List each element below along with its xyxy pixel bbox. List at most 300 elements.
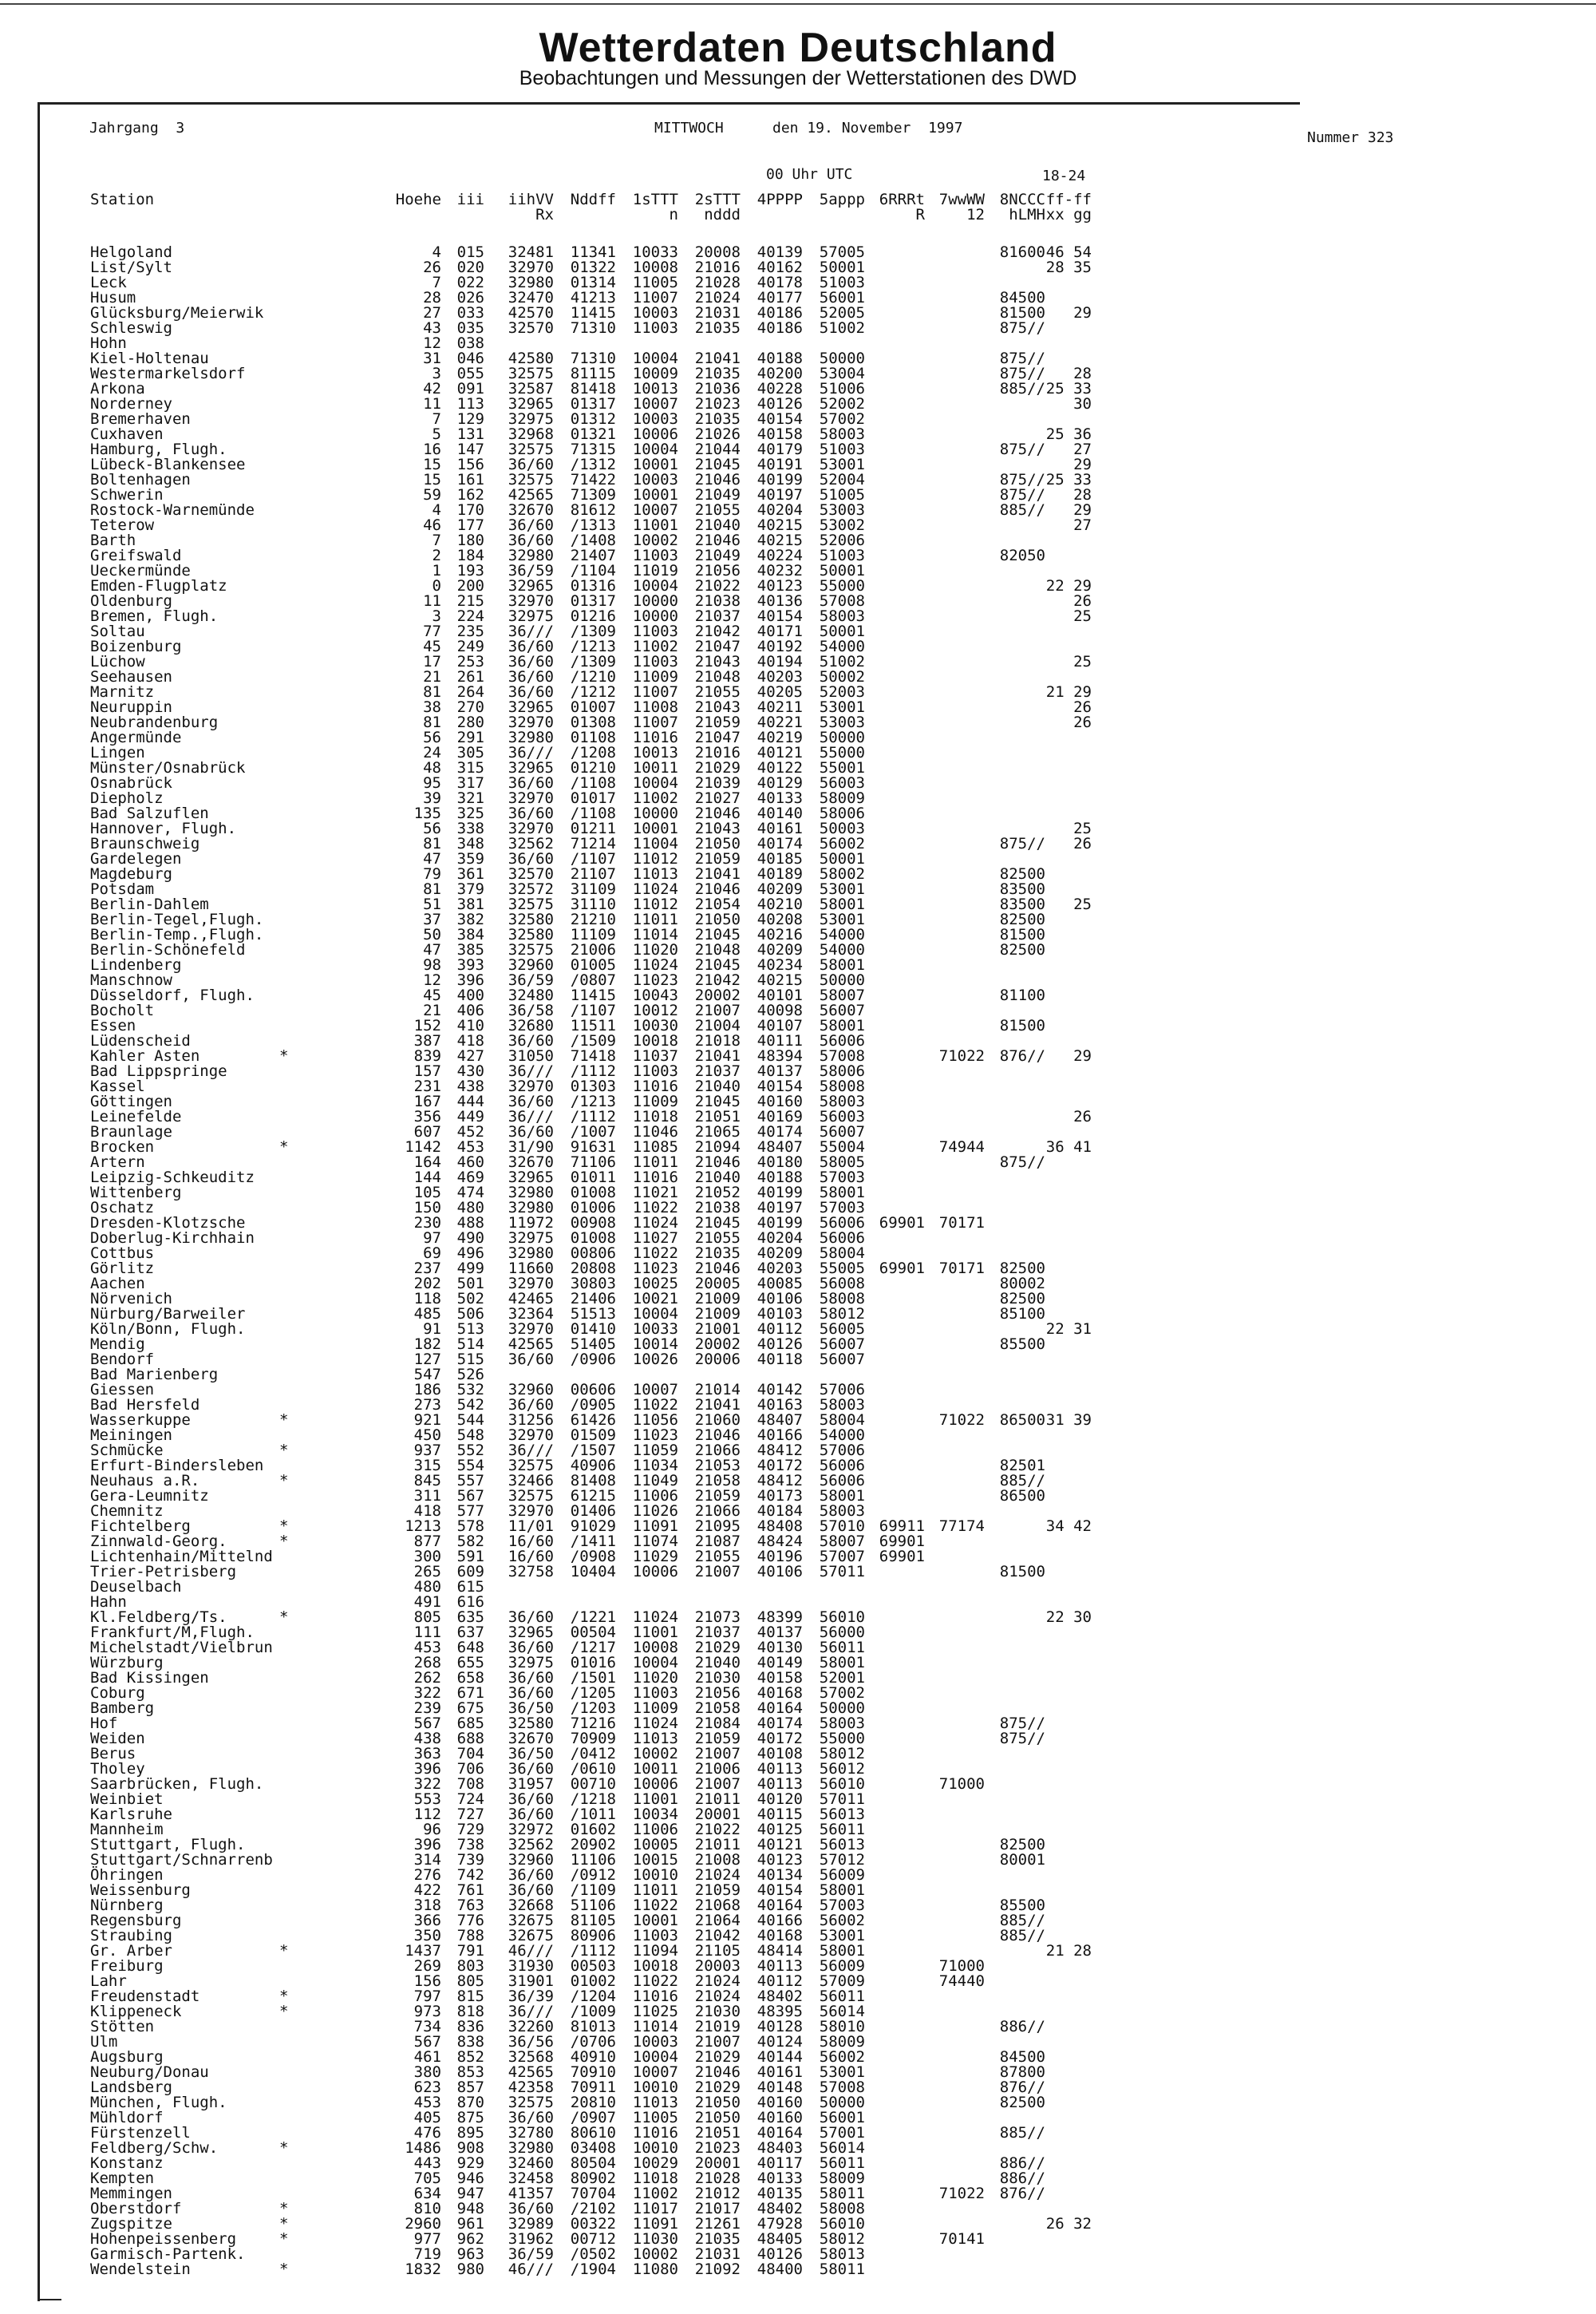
cell-hoehe: 47 bbox=[423, 941, 441, 959]
cell-ff-ff bbox=[1045, 1868, 1092, 1883]
cell-4pppp: 40192 bbox=[757, 638, 803, 655]
station-cell bbox=[0, 1853, 395, 1868]
cell-nddff: 01108 bbox=[570, 729, 616, 746]
cell-hoehe: 2 bbox=[432, 547, 441, 564]
cell-5appp: 56009 bbox=[819, 1866, 865, 1884]
station-name: Magdeburg bbox=[90, 865, 172, 883]
station-name: München, Flugh. bbox=[90, 2094, 227, 2111]
cell-iii: 947 bbox=[456, 2185, 484, 2202]
cell-nddff: 71214 bbox=[570, 835, 616, 852]
cell-iihvv: 32975 bbox=[508, 410, 554, 428]
cell-nddff: 81105 bbox=[570, 1912, 616, 1929]
cell-iii: 321 bbox=[456, 789, 484, 807]
cell-7wwww bbox=[925, 761, 985, 776]
cell-7wwww: 71022 bbox=[938, 2185, 985, 2202]
cell-5appp: 50001 bbox=[819, 850, 865, 868]
cell-8nccc: 80002 bbox=[999, 1275, 1045, 1292]
cell-iihvv: 32970 bbox=[508, 259, 554, 276]
cell-6rrrt bbox=[865, 1640, 925, 1655]
cell-4pppp: 40209 bbox=[757, 1244, 803, 1262]
cell-2sttt: 21041 bbox=[694, 1047, 741, 1065]
cell-iihvv: 32970 bbox=[508, 789, 554, 807]
cell-2sttt: 21045 bbox=[694, 1214, 741, 1232]
cell-hoehe: 81 bbox=[423, 683, 441, 701]
cell-nddff: 41213 bbox=[570, 289, 616, 307]
cell-5appp: 56003 bbox=[819, 1108, 865, 1125]
station-name: Barth bbox=[90, 532, 136, 549]
station-cell bbox=[0, 776, 395, 791]
cell-8nccc bbox=[985, 260, 1045, 275]
cell-8nccc bbox=[985, 1640, 1045, 1655]
cell-6rrrt bbox=[865, 1489, 925, 1504]
cell-1sttt: 11023 bbox=[632, 1260, 678, 1277]
cell-2sttt: 21024 bbox=[694, 1988, 741, 2005]
cell-hoehe: 7 bbox=[432, 274, 441, 291]
station-name: Lahr bbox=[90, 1972, 127, 1990]
station-cell bbox=[0, 2065, 395, 2080]
cell-8nccc bbox=[985, 806, 1045, 821]
cell-ff-ff bbox=[1045, 624, 1092, 639]
cell-hoehe: 269 bbox=[413, 1957, 441, 1975]
cell-8nccc bbox=[985, 2201, 1045, 2217]
cell-iihvv: 32562 bbox=[508, 1836, 554, 1853]
cell-4pppp: 40112 bbox=[757, 1320, 803, 1338]
station-cell bbox=[0, 1398, 395, 1413]
cell-6rrrt bbox=[865, 2171, 925, 2186]
cell-nddff: 00806 bbox=[570, 1244, 616, 1262]
station-cell bbox=[0, 2095, 395, 2110]
cell-5appp: 52003 bbox=[819, 683, 865, 701]
cell-7wwww: 74944 bbox=[938, 1138, 985, 1156]
cell-nddff: /1011 bbox=[570, 1806, 616, 1823]
cell-4pppp: 48424 bbox=[757, 1533, 803, 1550]
cell-iii: 763 bbox=[456, 1897, 484, 1914]
cell-iihvv: 32960 bbox=[508, 1381, 554, 1398]
cell-6rrrt bbox=[865, 2019, 925, 2035]
cell-4pppp: 40210 bbox=[757, 896, 803, 913]
cell-7wwww bbox=[925, 1155, 985, 1170]
cell-iihvv: 36/60 bbox=[508, 850, 554, 868]
cell-7wwww bbox=[925, 2141, 985, 2156]
station-cell bbox=[0, 958, 395, 973]
cell-2sttt: 20002 bbox=[694, 1335, 741, 1353]
station-name: Glücksburg/Meierwik bbox=[90, 304, 264, 322]
station-name: Regensburg bbox=[90, 1912, 182, 1929]
cell-7wwww bbox=[925, 730, 985, 746]
station-cell bbox=[0, 1564, 395, 1580]
station-name: Tholey bbox=[90, 1760, 145, 1778]
cell-2sttt: 21059 bbox=[694, 1487, 741, 1505]
cell-iii: 671 bbox=[456, 1684, 484, 1702]
cell-iii: 381 bbox=[456, 896, 484, 913]
cell-4pppp: 40133 bbox=[757, 789, 803, 807]
cell-5appp: 57011 bbox=[819, 1563, 865, 1580]
cell-iihvv: 32970 bbox=[508, 1320, 554, 1338]
cell-iihvv: 32460 bbox=[508, 2154, 554, 2172]
cell-1sttt: 10003 bbox=[632, 2033, 678, 2051]
cell-4pppp: 40137 bbox=[757, 1062, 803, 1080]
cell-iii: 552 bbox=[456, 1442, 484, 1459]
cell-iii: 870 bbox=[456, 2094, 484, 2111]
cell-nddff: /1109 bbox=[570, 1881, 616, 1899]
cell-iihvv: 36/60 bbox=[508, 1866, 554, 1884]
cell-4pppp: 40160 bbox=[757, 2109, 803, 2126]
cell-iii: 875 bbox=[456, 2109, 484, 2126]
col2-nddff bbox=[554, 208, 616, 223]
cell-6rrrt bbox=[865, 1928, 925, 1944]
cell-iii: 980 bbox=[456, 2261, 484, 2278]
cell-5appp: 58008 bbox=[819, 2200, 865, 2217]
cell-7wwww bbox=[925, 351, 985, 366]
cell-1sttt: 11030 bbox=[632, 2230, 678, 2248]
cell-iihvv: 42565 bbox=[508, 486, 554, 504]
cell-ff-ff bbox=[1045, 1216, 1092, 1231]
cell-5appp: 50000 bbox=[819, 971, 865, 989]
cell-2sttt: 21007 bbox=[694, 1563, 741, 1580]
cell-2sttt: 20008 bbox=[694, 243, 741, 261]
cell-2sttt: 21004 bbox=[694, 1017, 741, 1034]
cell-hoehe: 322 bbox=[413, 1684, 441, 1702]
cell-2sttt: 21046 bbox=[694, 532, 741, 549]
cell-7wwww: 71000 bbox=[938, 1775, 985, 1793]
cell-nddff: 71315 bbox=[570, 441, 616, 458]
cell-4pppp: 48399 bbox=[757, 1608, 803, 1626]
cell-iii: 020 bbox=[456, 259, 484, 276]
station-name: Kempten bbox=[90, 2170, 155, 2187]
cell-iihvv: 36/60 bbox=[508, 1881, 554, 1899]
cell-2sttt: 21035 bbox=[694, 365, 741, 382]
cell-8nccc: 81600 bbox=[999, 243, 1045, 261]
cell-hoehe: 1437 bbox=[405, 1942, 441, 1960]
col2-iii bbox=[441, 208, 484, 223]
station-name: Weiden bbox=[90, 1730, 145, 1747]
station-name: Nürnberg bbox=[90, 1897, 164, 1914]
cell-iii: 818 bbox=[456, 2003, 484, 2020]
cell-iii: 515 bbox=[456, 1351, 484, 1368]
cell-ff-ff: 21 29 bbox=[1045, 683, 1092, 701]
cell-nddff: 80902 bbox=[570, 2170, 616, 2187]
station-cell bbox=[0, 639, 395, 655]
cell-nddff: 01410 bbox=[570, 1320, 616, 1338]
cell-7wwww bbox=[925, 1746, 985, 1762]
cell-2sttt: 21035 bbox=[694, 319, 741, 337]
cell-4pppp: 40129 bbox=[757, 774, 803, 792]
col-iihvv: iihVV bbox=[508, 191, 554, 208]
cell-2sttt: 21016 bbox=[694, 259, 741, 276]
station-name: Klippeneck bbox=[90, 2003, 182, 2020]
cell-5appp: 56013 bbox=[819, 1806, 865, 1823]
cell-8nccc: 885// bbox=[999, 1912, 1045, 1929]
col2-12: 12 bbox=[966, 206, 985, 223]
cell-1sttt: 11013 bbox=[632, 2094, 678, 2111]
col2-hoehe bbox=[395, 208, 441, 223]
station-name: Berlin-Tegel,Flugh. bbox=[90, 911, 264, 928]
station-cell bbox=[0, 245, 395, 260]
cell-8nccc bbox=[985, 1595, 1045, 1610]
cell-4pppp: 40118 bbox=[757, 1351, 803, 1368]
cell-iii: 675 bbox=[456, 1699, 484, 1717]
cell-iihvv: 32965 bbox=[508, 1169, 554, 1186]
station-cell bbox=[0, 2035, 395, 2050]
cell-2sttt: 21045 bbox=[694, 456, 741, 473]
station-cell bbox=[0, 412, 395, 427]
cell-5appp: 56003 bbox=[819, 774, 865, 792]
cell-iihvv: 36/60 bbox=[508, 2109, 554, 2126]
cell-hoehe: 157 bbox=[413, 1062, 441, 1080]
cell-iii: 291 bbox=[456, 729, 484, 746]
station-name: Gr. Arber bbox=[90, 1942, 172, 1960]
cell-4pppp: 40154 bbox=[757, 607, 803, 625]
cell-nddff: /1108 bbox=[570, 805, 616, 822]
cell-nddff: /1107 bbox=[570, 850, 616, 868]
cell-4pppp: 40115 bbox=[757, 1806, 803, 1823]
cell-8nccc bbox=[985, 1231, 1045, 1246]
cell-1sttt: 11046 bbox=[632, 1123, 678, 1141]
cell-5appp: 56001 bbox=[819, 289, 865, 307]
cell-nddff: 01002 bbox=[570, 1972, 616, 1990]
station-name: Oldenburg bbox=[90, 592, 172, 610]
cell-hoehe: 167 bbox=[413, 1093, 441, 1110]
cell-4pppp: 40121 bbox=[757, 744, 803, 761]
cell-nddff: 51405 bbox=[570, 1335, 616, 1353]
cell-4pppp: 40169 bbox=[757, 1108, 803, 1125]
cell-iihvv: 36/58 bbox=[508, 1002, 554, 1019]
cell-2sttt: 21012 bbox=[694, 2185, 741, 2202]
cell-6rrrt bbox=[865, 1382, 925, 1398]
cell-iii: 803 bbox=[456, 1957, 484, 1975]
cell-nddff: /1007 bbox=[570, 1123, 616, 1141]
cell-4pppp: 40189 bbox=[757, 865, 803, 883]
cell-5appp bbox=[803, 1580, 865, 1595]
cell-5appp: 58012 bbox=[819, 2230, 865, 2248]
cell-2sttt: 21092 bbox=[694, 2261, 741, 2278]
cell-iii: 224 bbox=[456, 607, 484, 625]
cell-iii: 501 bbox=[456, 1275, 484, 1292]
cell-5appp: 57006 bbox=[819, 1442, 865, 1459]
cell-iii: 438 bbox=[456, 1078, 484, 1095]
cell-iihvv: 36/60 bbox=[508, 1608, 554, 1626]
col-iii: iii bbox=[456, 191, 484, 208]
cell-nddff: 00503 bbox=[570, 1957, 616, 1975]
cell-4pppp: 40164 bbox=[757, 2124, 803, 2142]
cell-2sttt: 21055 bbox=[694, 501, 741, 519]
cell-nddff: 91631 bbox=[570, 1138, 616, 1156]
cell-1sttt: 11008 bbox=[632, 698, 678, 716]
cell-iii: 948 bbox=[456, 2200, 484, 2217]
cell-7wwww bbox=[925, 639, 985, 655]
cell-7wwww bbox=[925, 1019, 985, 1034]
cell-iihvv: 42580 bbox=[508, 350, 554, 367]
cell-8nccc bbox=[985, 1110, 1045, 1125]
cell-2sttt: 21094 bbox=[694, 1138, 741, 1156]
cell-iihvv: 36/// bbox=[508, 623, 554, 640]
cell-iihvv: 32970 bbox=[508, 1502, 554, 1520]
cell-6rrrt bbox=[865, 867, 925, 882]
station-cell bbox=[0, 1944, 395, 1959]
cell-ff-ff: 31 39 bbox=[1045, 1411, 1092, 1429]
cell-5appp: 56002 bbox=[819, 835, 865, 852]
col-1sttt: 1sTTT bbox=[632, 191, 678, 208]
cell-2sttt: 21042 bbox=[694, 971, 741, 989]
cell-1sttt: 10001 bbox=[632, 820, 678, 837]
cell-6rrrt bbox=[865, 1276, 925, 1291]
cell-8nccc bbox=[985, 2247, 1045, 2262]
station-cell bbox=[0, 943, 395, 958]
cell-4pppp: 40196 bbox=[757, 1548, 803, 1565]
cell-iihvv: 32975 bbox=[508, 1229, 554, 1247]
cell-nddff: 11109 bbox=[570, 926, 616, 943]
cell-iihvv: 32970 bbox=[508, 1275, 554, 1292]
station-name: Cottbus bbox=[90, 1244, 155, 1262]
cell-2sttt: 21050 bbox=[694, 2094, 741, 2111]
cell-nddff: 80610 bbox=[570, 2124, 616, 2142]
cell-nddff: /1411 bbox=[570, 1533, 616, 1550]
cell-7wwww bbox=[925, 2095, 985, 2110]
station-name: Saarbrücken, Flugh. bbox=[90, 1775, 264, 1793]
cell-8nccc: 85100 bbox=[999, 1305, 1045, 1323]
cell-ff-ff bbox=[1045, 533, 1092, 548]
cell-iii: 506 bbox=[456, 1305, 484, 1323]
cell-2sttt: 21014 bbox=[694, 1381, 741, 1398]
col-ff: ff-ff bbox=[1045, 191, 1092, 208]
cell-4pppp: 40197 bbox=[757, 1199, 803, 1216]
cell-6rrrt: 69901 bbox=[879, 1548, 925, 1565]
cell-6rrrt bbox=[865, 260, 925, 275]
cell-8nccc: 885// bbox=[999, 2124, 1045, 2142]
cell-4pppp: 40221 bbox=[757, 714, 803, 731]
station-cell bbox=[0, 2171, 395, 2186]
cell-2sttt: 21038 bbox=[694, 1199, 741, 1216]
cell-ff-ff bbox=[1045, 1170, 1092, 1185]
cell-iii: 706 bbox=[456, 1760, 484, 1778]
column-headers bbox=[0, 192, 1092, 223]
cell-5appp: 53001 bbox=[819, 698, 865, 716]
cell-7wwww bbox=[925, 897, 985, 912]
cell-iii: 616 bbox=[456, 1593, 484, 1611]
cell-1sttt: 11007 bbox=[632, 289, 678, 307]
cell-nddff: 21406 bbox=[570, 1290, 616, 1307]
cell-5appp: 52005 bbox=[819, 304, 865, 322]
cell-2sttt: 21046 bbox=[694, 880, 741, 898]
cell-hoehe: 356 bbox=[413, 1108, 441, 1125]
cell-7wwww bbox=[925, 700, 985, 715]
cell-ff-ff: 29 bbox=[1073, 304, 1092, 322]
cell-2sttt: 21016 bbox=[694, 744, 741, 761]
cell-7wwww bbox=[925, 275, 985, 291]
cell-8nccc bbox=[985, 594, 1045, 609]
station-name: Berlin-Schönefeld bbox=[90, 941, 246, 959]
cell-hoehe: 15 bbox=[423, 471, 441, 489]
cell-8nccc: 886// bbox=[999, 2154, 1045, 2172]
cell-2sttt: 21052 bbox=[694, 1184, 741, 1201]
top-rule bbox=[0, 3, 1596, 5]
cell-8nccc: 82501 bbox=[999, 1457, 1045, 1474]
cell-iihvv: 32965 bbox=[508, 577, 554, 595]
cell-hoehe: 37 bbox=[423, 911, 441, 928]
cell-ff-ff bbox=[1045, 1352, 1092, 1367]
cell-ff-ff bbox=[1045, 1155, 1092, 1170]
col2-rx: Rx bbox=[535, 206, 554, 223]
cell-ff-ff: 26 bbox=[1073, 714, 1092, 731]
station-cell bbox=[0, 1185, 395, 1201]
cell-1sttt: 11001 bbox=[632, 1624, 678, 1641]
cell-iii: 348 bbox=[456, 835, 484, 852]
cell-iii: 384 bbox=[456, 926, 484, 943]
cell-5appp: 51003 bbox=[819, 274, 865, 291]
cell-iihvv: 32965 bbox=[508, 395, 554, 413]
observation-time: 00 Uhr UTC bbox=[766, 166, 853, 183]
cell-6rrrt bbox=[865, 1731, 925, 1746]
cell-nddff: /1313 bbox=[570, 516, 616, 534]
station-cell bbox=[0, 1140, 395, 1155]
cell-7wwww bbox=[925, 2110, 985, 2126]
cell-5appp: 58004 bbox=[819, 1244, 865, 1262]
cell-8nccc: 82050 bbox=[999, 547, 1045, 564]
cell-8nccc bbox=[985, 1170, 1045, 1185]
cell-2sttt: 21060 bbox=[694, 1411, 741, 1429]
cell-ff-ff bbox=[1045, 1534, 1092, 1549]
cell-iii: 963 bbox=[456, 2245, 484, 2263]
cell-hoehe: 4 bbox=[432, 501, 441, 519]
station-cell bbox=[0, 1337, 395, 1352]
cell-4pppp: 40184 bbox=[757, 1502, 803, 1520]
cell-7wwww bbox=[925, 1868, 985, 1883]
cell-ff-ff bbox=[1045, 1853, 1092, 1868]
station-name: Fürstenzell bbox=[90, 2124, 191, 2142]
cell-ff-ff bbox=[1045, 1367, 1092, 1382]
cell-1sttt: 11002 bbox=[632, 789, 678, 807]
cell-6rrrt bbox=[865, 1322, 925, 1337]
cell-hoehe: 705 bbox=[413, 2170, 441, 2187]
cell-iii: 091 bbox=[456, 380, 484, 398]
cell-iii: 131 bbox=[456, 425, 484, 443]
station-name: Wendelstein bbox=[90, 2261, 191, 2278]
cell-7wwww bbox=[925, 2156, 985, 2171]
cell-1sttt: 11009 bbox=[632, 1699, 678, 1717]
cell-4pppp: 40204 bbox=[757, 501, 803, 519]
station-cell bbox=[0, 1671, 395, 1686]
cell-hoehe: 56 bbox=[423, 729, 441, 746]
cell-iihvv: 32570 bbox=[508, 319, 554, 337]
cell-6rrrt bbox=[865, 1443, 925, 1458]
cell-hoehe: 380 bbox=[413, 2063, 441, 2081]
cell-2sttt: 21055 bbox=[694, 1548, 741, 1565]
station-cell bbox=[0, 2141, 395, 2156]
cell-4pppp: 40137 bbox=[757, 1624, 803, 1641]
cell-4pppp: 40142 bbox=[757, 1381, 803, 1398]
cell-ff-ff bbox=[1045, 1837, 1092, 1853]
cell-1sttt: 11085 bbox=[632, 1138, 678, 1156]
col-7wwww: 7wwWW bbox=[938, 191, 985, 208]
cell-2sttt: 21040 bbox=[694, 1654, 741, 1671]
cell-iihvv: 36/60 bbox=[508, 1684, 554, 1702]
cell-1sttt: 10014 bbox=[632, 1335, 678, 1353]
cell-nddff: 01005 bbox=[570, 956, 616, 974]
cell-6rrrt bbox=[865, 912, 925, 928]
cell-1sttt: 11014 bbox=[632, 2018, 678, 2035]
station-name: Schwerin bbox=[90, 486, 164, 504]
cell-ff-ff: 34 42 bbox=[1045, 1517, 1092, 1535]
cell-5appp: 57008 bbox=[819, 592, 865, 610]
cell-iii: 496 bbox=[456, 1244, 484, 1262]
cell-nddff: 11415 bbox=[570, 987, 616, 1004]
cell-7wwww bbox=[925, 1064, 985, 1079]
cell-1sttt: 11012 bbox=[632, 896, 678, 913]
cell-iii: 055 bbox=[456, 365, 484, 382]
table-frame-top bbox=[38, 102, 1300, 105]
cell-nddff: /1107 bbox=[570, 1002, 616, 1019]
cell-iihvv: 32989 bbox=[508, 2215, 554, 2233]
